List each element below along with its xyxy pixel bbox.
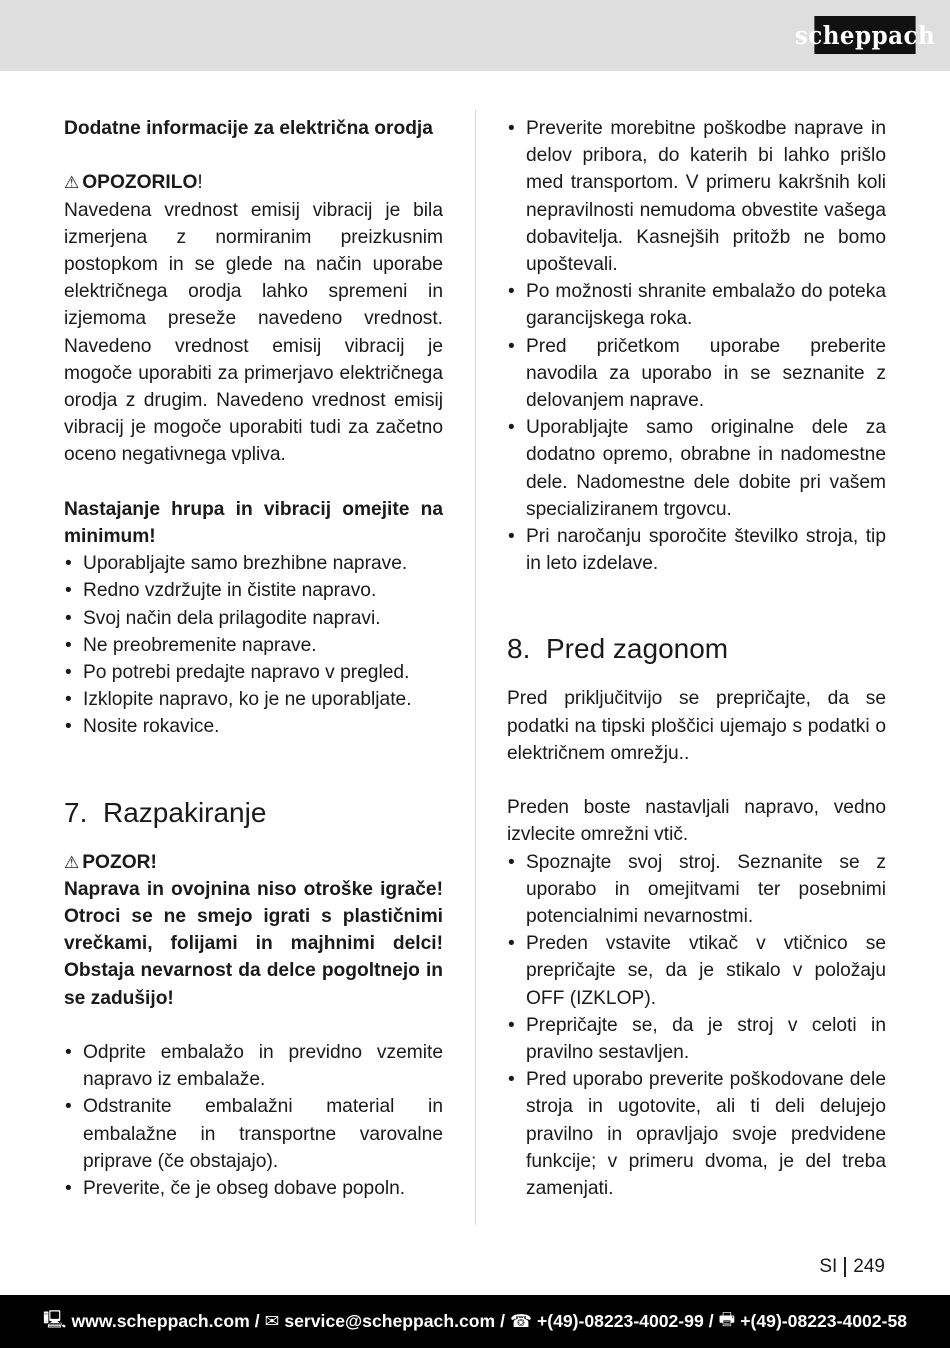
- column-divider: [475, 110, 476, 1225]
- page-number-divider: [844, 1257, 846, 1277]
- check-list: [507, 115, 886, 577]
- unpack-list: [64, 1039, 443, 1202]
- list-item: • Ne preobremenite naprave.: [64, 632, 443, 659]
- list-item: • Odstranite embalažni material in embalažne in transportne varovalne priprave (če obstajajo).: [64, 1093, 443, 1175]
- warning-block: ⚠ OPOZORILO!: [64, 172, 203, 194]
- footer-email[interactable]: service@scheppach.com: [284, 1311, 496, 1331]
- footer-bar: 🖳 www.scheppach.com / ✉ service@scheppach.com / ☎ +(49)-08223-4002-99 / 🖶 +(49)-08223-4002-58: [0, 1295, 950, 1348]
- noise-list: [64, 550, 443, 740]
- caution-block: [64, 849, 443, 876]
- list-item: • Pri naročanju sporočite številko stroja, tip in leto izdelave.: [507, 523, 886, 577]
- warning-text: Navedena vrednost emisij vibracij je bila izmerjena z normiranim preizkusnim postopkom in se glede na način uporabe električnega orodja lahko spremeni in izjemoma preseže navedeno vrednost. Navedeno vrednost emisij vibracij je mogoče uporabiti za primerjavo električnega orodja z drugim. Navedeno vrednost emisij vibracij je mogoče uporabiti tudi za začetno oceno negativnega vpliva.: [64, 199, 443, 466]
- right-column: [507, 115, 886, 1202]
- caution-label: POZOR!: [82, 851, 157, 873]
- list-item: • Preden vstavite vtikač v vtičnico se prepričajte se, da je stikalo v položaju OFF (IZKLOP).: [507, 930, 886, 1012]
- list-item: • Izklopite napravo, ko je ne uporabljate.: [64, 686, 443, 713]
- scheppach-logo: scheppach: [814, 16, 915, 54]
- list-item: • Redno vzdržujte in čistite napravo.: [64, 577, 443, 604]
- list-item: • Prepričajte se, da je stroj v celoti in pravilno sestavljen.: [507, 1012, 886, 1066]
- footer-phone: +(49)-08223-4002-99: [536, 1311, 704, 1331]
- phone-icon: ☎: [510, 1311, 532, 1331]
- section-8-title: 8. Pred zagonom: [507, 633, 729, 665]
- list-item: • Po potrebi predajte napravo v pregled.: [64, 659, 443, 686]
- list-item: • Po možnosti shranite embalažo do poteka garancijskega roka.: [507, 278, 886, 332]
- page-number: [819, 1256, 885, 1278]
- list-item: • Pred uporabo preverite poškodovane dele stroja in ugotovite, ali ti deli delujejo pravilno in opravljajo svoje predvidene funkcije; v primeru dvoma, je del treba zamenjati.: [507, 1066, 886, 1202]
- list-item: • Uporabljajte samo originalne dele za dodatno opremo, obrabne in nadomestne dele. Nadomestne dele dobite pri vašem specializiranem trgovcu.: [507, 414, 886, 523]
- envelope-icon: ✉: [264, 1311, 280, 1331]
- paragraph: Preden boste nastavljali napravo, vedno izvlecite omrežni vtič.: [507, 797, 886, 846]
- footer-fax: +(49)-08223-4002-58: [740, 1311, 908, 1331]
- header-bar: [0, 0, 950, 71]
- footer-website[interactable]: www.scheppach.com: [71, 1311, 250, 1331]
- paragraph: Pred priključitvijo se prepričajte, da se podatki na tipski ploščici ujemajo s podatki o električnem omrežju..: [507, 688, 886, 764]
- list-item: • Nosite rokavice.: [64, 713, 443, 740]
- section-7-title: 7. Razpakiranje: [64, 796, 267, 828]
- left-column: [64, 115, 443, 1202]
- warning-label: OPOZORILO: [82, 172, 198, 194]
- fax-icon: 🖶: [718, 1308, 736, 1329]
- list-item: • Uporabljajte samo brezhibne naprave.: [64, 550, 443, 577]
- list-item: • Odprite embalažo in previdno vzemite napravo iz embalaže.: [64, 1039, 443, 1093]
- language-code: SI: [819, 1256, 838, 1277]
- page-number-value: 249: [853, 1256, 885, 1277]
- warning-triangle-icon: ⚠: [64, 173, 80, 193]
- list-item: • Svoj način dela prilagodite napravi.: [64, 605, 443, 632]
- list-item: • Preverite morebitne poškodbe naprave in delov pribora, do katerih bi lahko prišlo med transportom. V primeru kakršnih koli nepravilnosti nemudoma obvestite vašega dobavitelja. Kasnejših pritožb ne bomo upoštevali.: [507, 115, 886, 278]
- list-item: • Pred pričetkom uporabe preberite navodila za uporabo in se seznanite z delovanjem naprave.: [507, 333, 886, 415]
- list-item: • Spoznajte svoj stroj. Seznanite se z uporabo in omejitvami ter posebnimi potencialnimi nevarnostmi.: [507, 849, 886, 931]
- noise-heading: Nastajanje hrupa in vibracij omejite na minimum!: [64, 498, 443, 548]
- list-item: • Preverite, če je obseg dobave popoln.: [64, 1175, 443, 1202]
- section-heading: Dodatne informacije za električna orodja: [64, 118, 433, 139]
- caution-text: Naprava in ovojnina niso otroške igrače! Otroci se ne smejo igrati s plastičnimi vrečkami, folijami in majhnimi delci! Obstaja nevarnost da delce pogoltnejo in se zadušijo!: [64, 878, 443, 1009]
- computer-icon: 🖳: [42, 1308, 67, 1329]
- warning-triangle-icon: ⚠: [64, 852, 80, 872]
- start-list: [507, 849, 886, 1203]
